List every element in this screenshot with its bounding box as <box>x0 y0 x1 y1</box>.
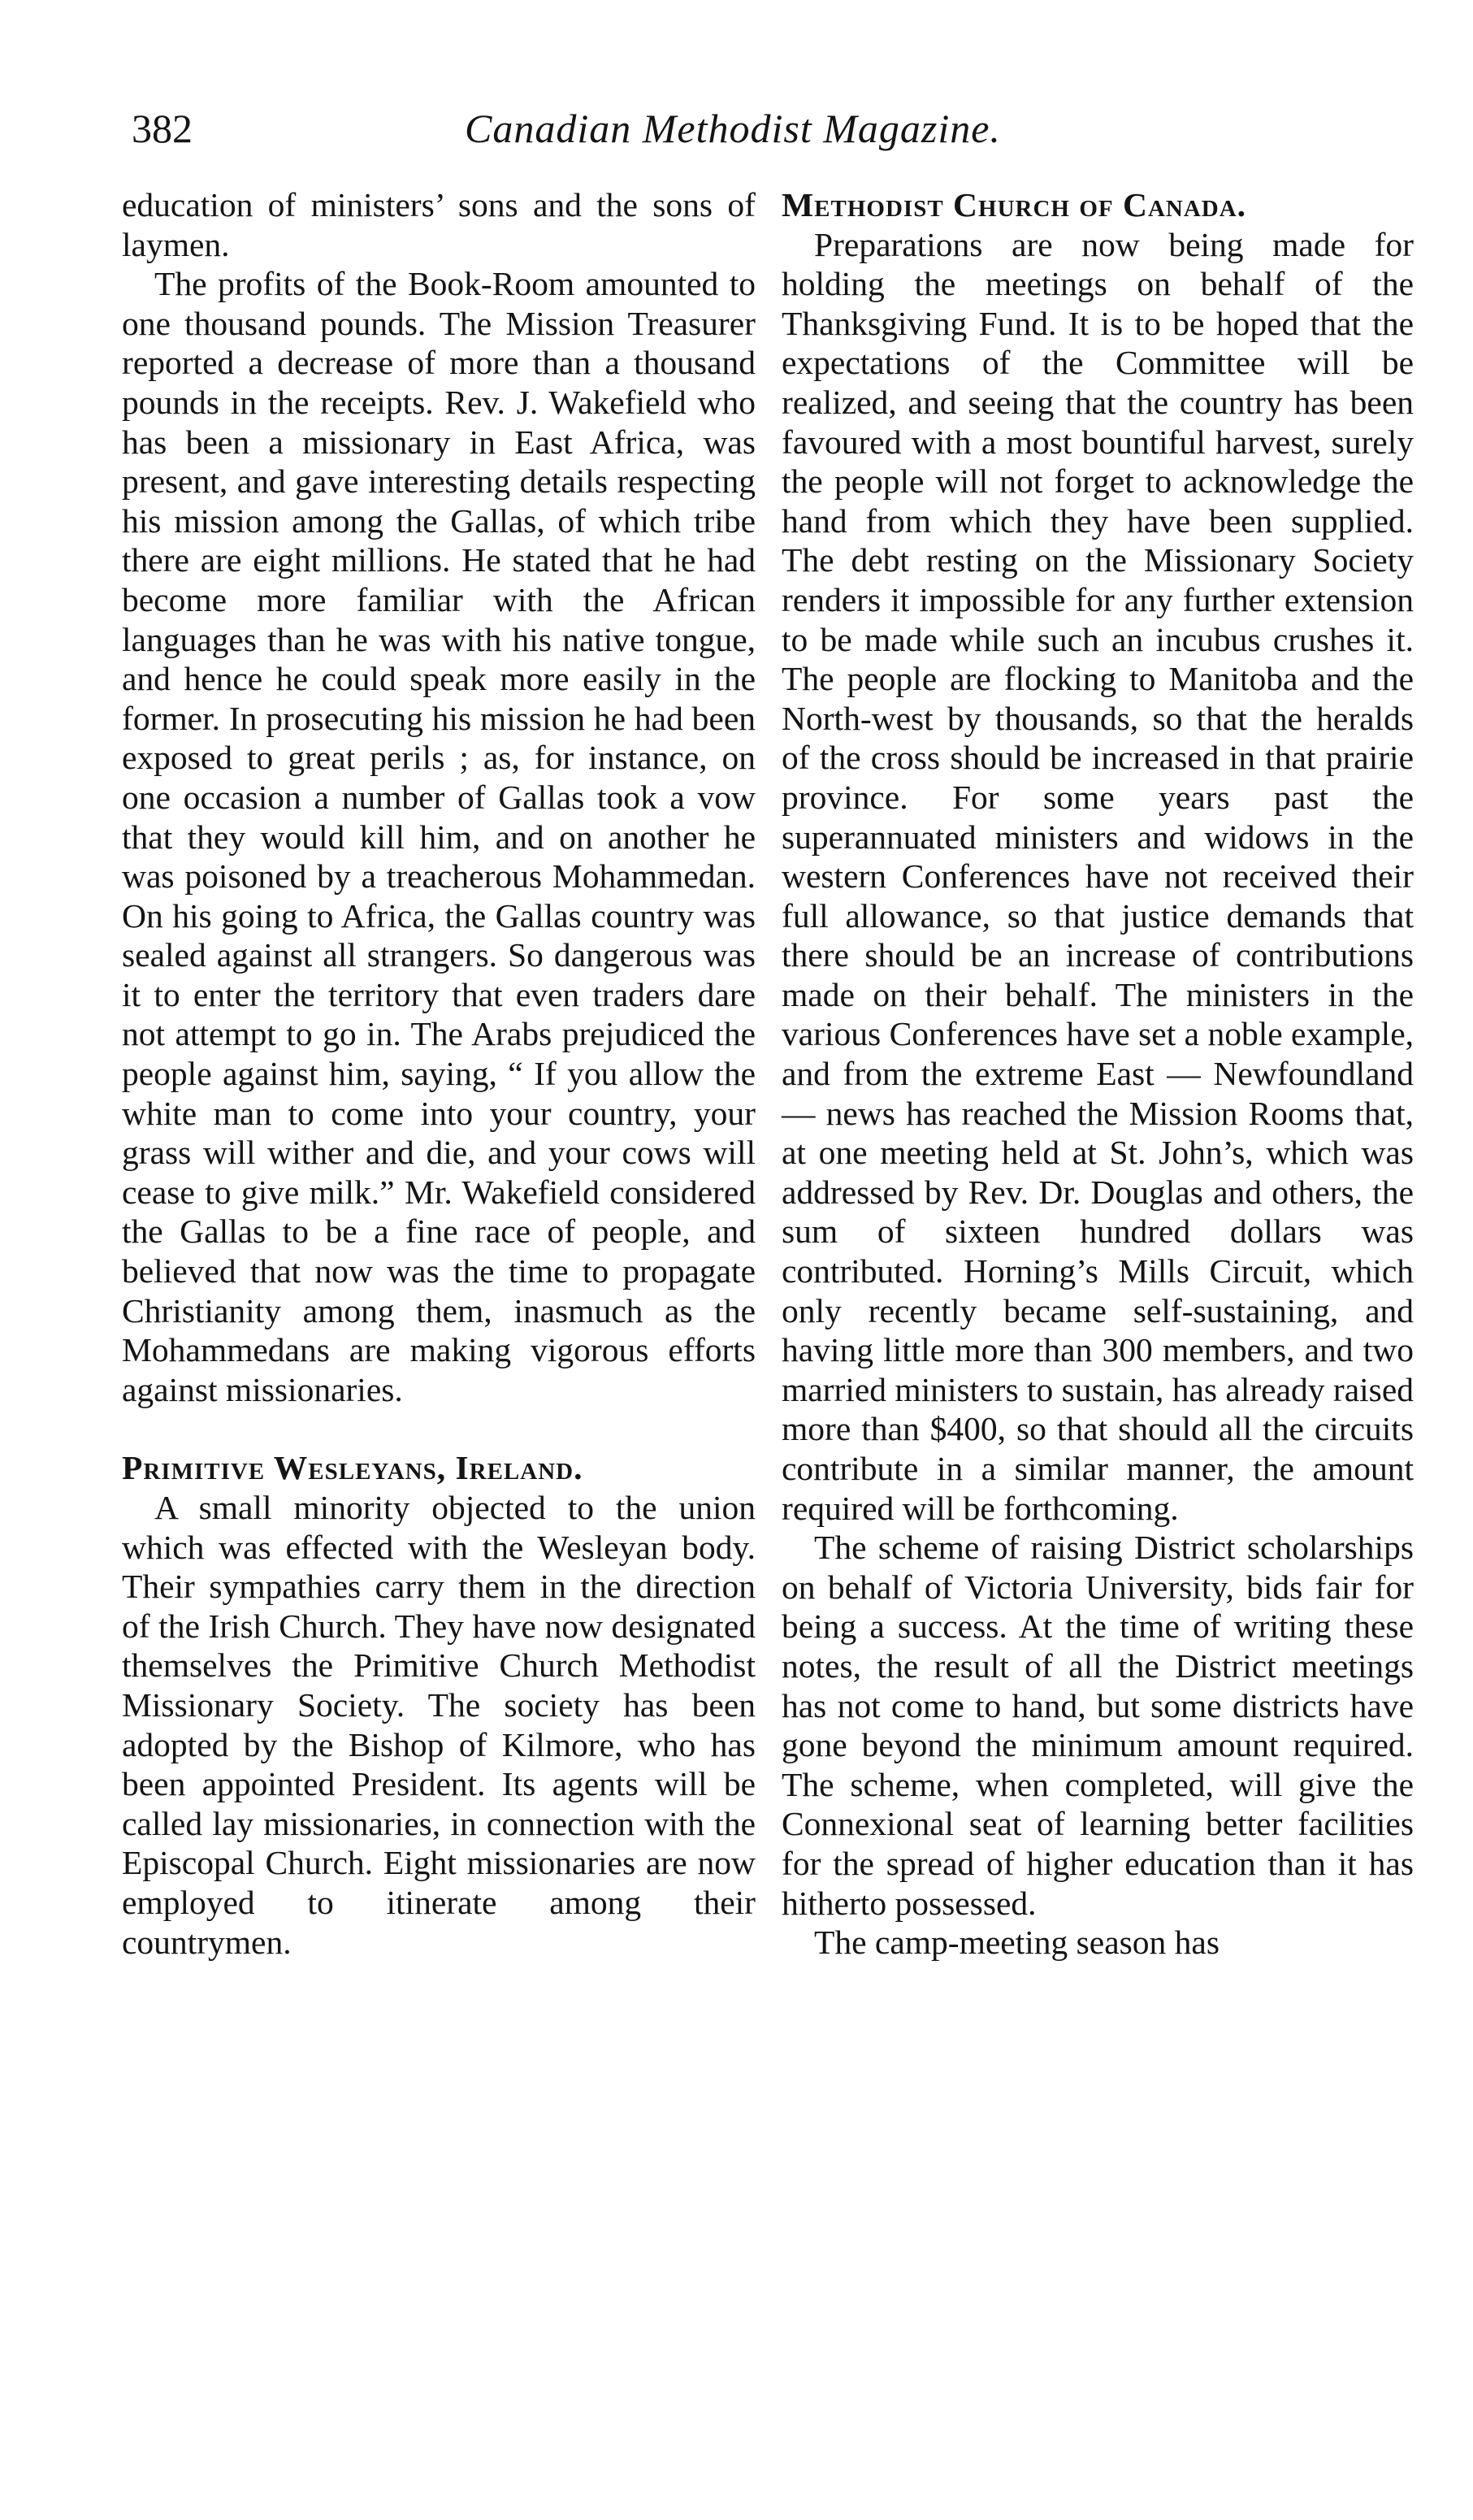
right-column <box>782 185 1414 1963</box>
left-column <box>122 185 756 1962</box>
paragraph-book-room: The profits of the Book-Room amounted to one thousand pounds. The Mission Treasurer reported a decrease of more than a thousand pounds in the receipts. Rev. J. Wakefield who has been a missionary in East Africa, was present, and gave interesting details respecting his mission among the Gallas, of which tribe there are eight millions. He stated that he had become more familiar with the African languages than he was with his native tongue, and hence he could speak more easily in the former. In prosecuting his mission he had been exposed to great perils ; as, for instance, on one occasion a number of Gallas took a vow that they would kill him, and on another he was poisoned by a treacherous Mohammedan. On his going to Africa, the Gallas country was sealed against all strangers. So dangerous was it to enter the territory that even traders dare not attempt to go in. The Arabs prejudiced the people against him, saying, “ If you allow the white man to come into your country, your grass will wither and die, and your cows will cease to give milk.” Mr. Wakefield considered the Gallas to be a fine race of people, and believed that now was the time to propagate Christianity among them, inasmuch as the Mohammedans are making vigorous efforts against missionaries. <box>122 265 756 1408</box>
running-head <box>132 96 1407 161</box>
paragraph-thanksgiving-fund: Preparations are now being made for holding the meetings on behalf of the Thanksgiving Fund. It is to be hoped that the expectations of the Committee will be realized, and seeing that the country has been favoured with a most bountiful harvest, surely the people will not forget to acknowledge the hand from which they have been supplied. The debt resting on the Missionary Society renders it impossible for any further extension to be made while such an incubus crushes it. The people are flocking to Manitoba and the North-west by thousands, so that the heralds of the cross should be increased in that prairie province. For some years past the superannuated ministers and widows in the western Conferences have not received their full allowance, so that justice demands that there should be an increase of contributions made on their behalf. The ministers in the various Conferences have set a noble example, and from the extreme East — Newfoundland — news has reached the Mission Rooms that, at one meeting held at St. John’s, which was addressed by Rev. Dr. Douglas and others, the sum of sixteen hundred dollars was contributed. Horning’s Mills Circuit, which only recently became self-sustaining, and having little more than 300 members, and two married ministers to sustain, has already raised more than $400, so that should all the circuits contribute in a similar manner, the amount required will be forthcoming. <box>782 225 1414 1527</box>
paragraph-camp-meeting: The camp-meeting season has <box>814 1924 1220 1962</box>
continued-paragraph: education of ministers’ sons and the sons of laymen. <box>122 186 756 263</box>
paragraph-primitive-wesleyans: A small minority objected to the union which was effected with the Wesleyan body. Their sympathies carry them in the direction of the Irish Church. They have now designated themselves the Primitive Church Methodist Missionary Society. The society has been adopted by the Bishop of Kilmore, who has been appointed President. Its agents will be called lay missionaries, in connection with the Episcopal Church. Eight missionaries are now employed to itinerate among their countrymen. <box>122 1489 756 1961</box>
page-number: 382 <box>132 106 193 151</box>
section-heading-methodist-church-canada: Methodist Church of Canada. <box>782 186 1247 223</box>
running-title: Canadian Methodist Magazine. <box>465 106 1001 151</box>
paragraph-district-scholarships: The scheme of raising District scholarships on behalf of Victoria University, bids fair for being a success. At the time of writing these notes, the result of all the District meetings has not come to hand, but some districts have gone beyond the minimum amount required. The scheme, when completed, will give the Connexional seat of learning better facilities for the spread of higher education than it has hitherto possessed. <box>782 1529 1414 1922</box>
section-heading-primitive-wesleyans: Primitive Wesleyans, Ireland. <box>122 1449 583 1487</box>
